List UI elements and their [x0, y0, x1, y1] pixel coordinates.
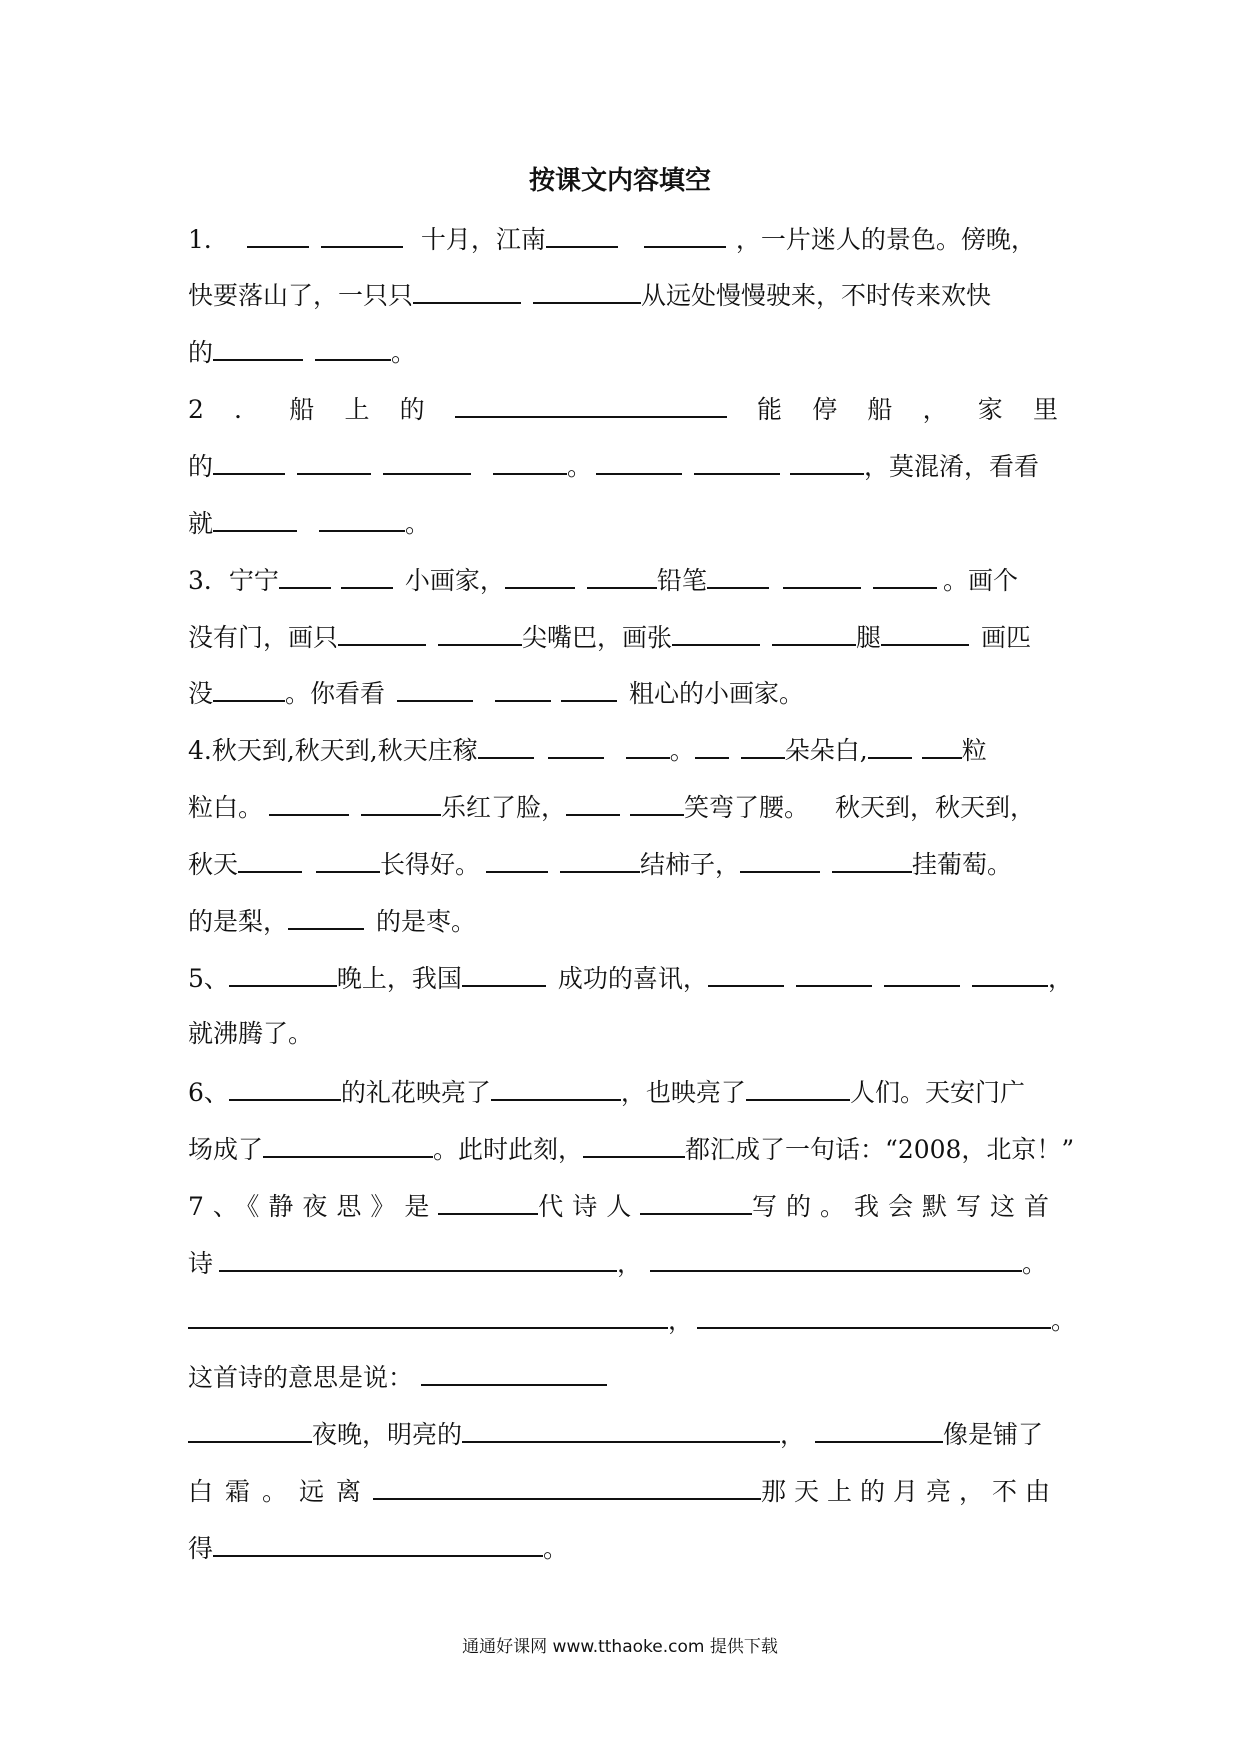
blank[interactable] [213, 672, 285, 702]
blank[interactable] [790, 445, 864, 475]
blank[interactable] [297, 445, 371, 475]
blank[interactable] [188, 1299, 668, 1329]
q3-text: 腿 [856, 623, 882, 652]
q3-text: 3．宁宁 [188, 566, 279, 595]
q4-text: 的是枣。 [376, 907, 477, 936]
blank[interactable] [707, 559, 769, 589]
q7-text: 这首诗的意思是说： [188, 1363, 414, 1392]
blank[interactable] [548, 729, 604, 759]
blank[interactable] [922, 729, 962, 759]
q2-char: 停 [812, 395, 838, 424]
blank[interactable] [740, 843, 820, 873]
blank[interactable] [455, 388, 727, 418]
q7-line-3 [188, 1299, 1077, 1339]
q2-char: ． [234, 395, 260, 424]
footer-credit: 通通好课网 www.tthaoke.com 提供下载 [462, 1637, 778, 1657]
q1-line-2 [188, 274, 1058, 314]
blank[interactable] [783, 559, 861, 589]
q4-text: 秋天到，秋天到， [835, 793, 1036, 822]
blank[interactable] [213, 502, 297, 532]
blank[interactable] [213, 445, 285, 475]
q7-text: 。 [1022, 1249, 1048, 1278]
q7-line-1 [188, 1185, 1058, 1225]
blank[interactable] [373, 1470, 761, 1500]
blank[interactable] [238, 843, 302, 873]
q2-char: ， [922, 395, 948, 424]
blank[interactable] [561, 672, 617, 702]
blank[interactable] [478, 729, 534, 759]
q6-text: ，也映亮了 [620, 1078, 746, 1107]
q6-line-1 [188, 1071, 1058, 1111]
q6-text: 的礼花映亮了 [340, 1078, 491, 1107]
q1-text: 快要落山了，一只只 [188, 281, 414, 310]
q7-text: ， [668, 1306, 694, 1335]
q7-line-4 [188, 1356, 1058, 1396]
q5-text: 5、 [188, 964, 229, 993]
q7-line-5 [188, 1413, 1058, 1453]
blank[interactable] [495, 672, 551, 702]
q5-text: 成功的喜讯， [557, 964, 708, 993]
q4-line-2 [188, 786, 1058, 826]
q3-text: 小画家， [404, 566, 505, 595]
blank[interactable] [438, 1185, 538, 1215]
blank[interactable] [188, 1413, 312, 1443]
q7-text: 像是铺了 [943, 1420, 1044, 1449]
blank[interactable] [697, 1299, 1051, 1329]
q3-line-1 [188, 559, 1058, 599]
q7-line-2 [188, 1242, 1058, 1282]
q4-text: 秋天 [188, 850, 239, 879]
q4-text: 粒白。 [188, 793, 264, 822]
blank[interactable] [219, 1242, 617, 1272]
blank[interactable] [815, 1413, 943, 1443]
blank[interactable] [772, 616, 856, 646]
q7-text: ， [780, 1420, 806, 1449]
q3-text: 铅笔 [656, 566, 707, 595]
blank[interactable] [341, 559, 393, 589]
blank[interactable] [694, 445, 780, 475]
q2-char: 的 [399, 395, 425, 424]
q1-text: 的 [188, 338, 214, 367]
q4-text: 粒 [961, 736, 987, 765]
q2-char: 船 [289, 395, 315, 424]
blank[interactable] [796, 957, 872, 987]
blank[interactable] [361, 786, 441, 816]
q1-line-3 [188, 331, 1058, 371]
blank[interactable] [505, 559, 575, 589]
blank[interactable] [491, 1071, 621, 1101]
blank[interactable] [881, 616, 969, 646]
q7-text: 代诗人 [538, 1192, 641, 1221]
blank[interactable] [626, 729, 670, 759]
q6-text: 。此时此刻， [433, 1135, 584, 1164]
q2-line-1 [188, 388, 1058, 428]
q7-text: ， [617, 1249, 643, 1278]
q7-text: 写的。我会默写这首 [751, 1192, 1058, 1221]
blank[interactable] [247, 218, 309, 248]
q4-line-4 [188, 900, 1058, 940]
q2-line-2 [188, 445, 1058, 485]
q2-char: 上 [344, 395, 370, 424]
q4-text: 结柿子， [640, 850, 741, 879]
q6-text: 都汇成了一句话：“2008，北京！” [685, 1135, 1075, 1164]
blank[interactable] [596, 445, 682, 475]
blank[interactable] [421, 1356, 607, 1386]
blank[interactable] [279, 559, 331, 589]
q4-text: 朵朵白, [784, 736, 868, 765]
q4-text: 笑弯了腰。 [684, 793, 810, 822]
q7-text: 诗 [188, 1249, 214, 1278]
blank[interactable] [672, 616, 760, 646]
q2-char: 里 [1032, 395, 1058, 424]
blank[interactable] [288, 900, 364, 930]
q3-text: 。画个 [942, 566, 1018, 595]
blank[interactable] [229, 1071, 341, 1101]
blank[interactable] [229, 957, 337, 987]
blank[interactable] [316, 843, 380, 873]
q2-char: 家 [977, 395, 1003, 424]
blank[interactable] [741, 729, 785, 759]
q1-number: 1． [188, 225, 229, 254]
q5-text: 就沸腾了。 [188, 1019, 314, 1048]
blank[interactable] [319, 502, 405, 532]
q4-text: 。 [669, 736, 695, 765]
q2-char: 能 [757, 395, 783, 424]
blank[interactable] [884, 957, 960, 987]
blank[interactable] [397, 672, 473, 702]
blank[interactable] [462, 957, 546, 987]
q6-text: 场成了 [188, 1135, 264, 1164]
q2-text: 。 [405, 509, 431, 538]
q1-text: 。 [391, 338, 417, 367]
q4-text: 长得好。 [380, 850, 481, 879]
q7-text: 得 [188, 1534, 214, 1563]
q3-text: 没有门，画只 [188, 623, 339, 652]
q7-text: 那天上的月亮，不由 [760, 1477, 1058, 1506]
q2-char: 2 [188, 395, 204, 424]
q4-line-3 [188, 843, 1058, 883]
q1-text: 十月，江南 [420, 225, 546, 254]
q3-text: 尖嘴巴，画张 [522, 623, 673, 652]
blank[interactable] [873, 559, 937, 589]
q7-text: 白霜。远离 [188, 1477, 374, 1506]
q3-text: 画匹 [981, 623, 1032, 652]
q3-text: 。你看看 [285, 679, 386, 708]
blank[interactable] [644, 218, 726, 248]
q6-text: 人们。天安门广 [849, 1078, 1025, 1107]
blank[interactable] [583, 1128, 685, 1158]
blank[interactable] [650, 1242, 1022, 1272]
blank[interactable] [587, 559, 657, 589]
blank[interactable] [832, 843, 912, 873]
q7-line-7 [188, 1527, 1058, 1567]
q5-line-2 [188, 1014, 1058, 1054]
blank[interactable] [868, 729, 912, 759]
blank[interactable] [493, 445, 567, 475]
blank[interactable] [640, 1185, 752, 1215]
q7-text: 。 [543, 1534, 569, 1563]
q4-text: 乐红了脸， [441, 793, 567, 822]
blank[interactable] [321, 218, 403, 248]
blank[interactable] [383, 445, 471, 475]
q2-text: 。 [567, 452, 593, 481]
q4-line-1 [188, 729, 1058, 769]
q5-text: 晚上，我国 [336, 964, 462, 993]
q6-line-2 [188, 1128, 1075, 1168]
blank[interactable] [566, 786, 620, 816]
q5-line-1 [188, 957, 1073, 997]
q4-text: 4.秋天到,秋天到,秋天庄稼 [188, 736, 478, 765]
blank[interactable] [708, 957, 784, 987]
q3-text: 没 [188, 679, 214, 708]
q7-text: 7、《静夜思》是 [188, 1192, 439, 1221]
blank[interactable] [315, 331, 391, 361]
q2-text: 就 [188, 509, 214, 538]
q3-line-3 [188, 672, 1058, 712]
blank[interactable] [438, 616, 522, 646]
q7-text: 。 [1051, 1306, 1077, 1335]
blank[interactable] [486, 843, 548, 873]
q7-line-6 [188, 1470, 1058, 1510]
q3-text: 粗心的小画家。 [629, 679, 805, 708]
page-title: 按课文内容填空 [528, 166, 711, 196]
q4-text: 的是梨， [188, 907, 289, 936]
blank[interactable] [533, 274, 641, 304]
q1-line-1 [188, 218, 1058, 258]
blank[interactable] [560, 843, 640, 873]
q2-char: 船 [867, 395, 893, 424]
q5-text: ， [1047, 964, 1073, 993]
blank[interactable] [546, 218, 618, 248]
q4-text: 挂葡萄。 [912, 850, 1013, 879]
blank[interactable] [746, 1071, 850, 1101]
q1-text: 从远处慢慢驶来，不时传来欢快 [641, 281, 992, 310]
blank[interactable] [338, 616, 426, 646]
q2-text: ，莫混淆，看看 [864, 452, 1040, 481]
q2-line-3 [188, 502, 1058, 542]
q1-text: ，一片迷人的景色。傍晚， [735, 225, 1036, 254]
blank[interactable] [263, 1128, 433, 1158]
q6-text: 6、 [188, 1078, 229, 1107]
blank[interactable] [213, 331, 303, 361]
blank[interactable] [213, 1527, 543, 1557]
q7-text: 夜晚，明亮的 [312, 1420, 463, 1449]
blank[interactable] [462, 1413, 780, 1443]
blank[interactable] [413, 274, 521, 304]
blank[interactable] [269, 786, 349, 816]
q3-line-2 [188, 616, 1058, 656]
q2-text: 的 [188, 452, 214, 481]
blank[interactable] [695, 729, 729, 759]
blank[interactable] [972, 957, 1048, 987]
blank[interactable] [630, 786, 684, 816]
